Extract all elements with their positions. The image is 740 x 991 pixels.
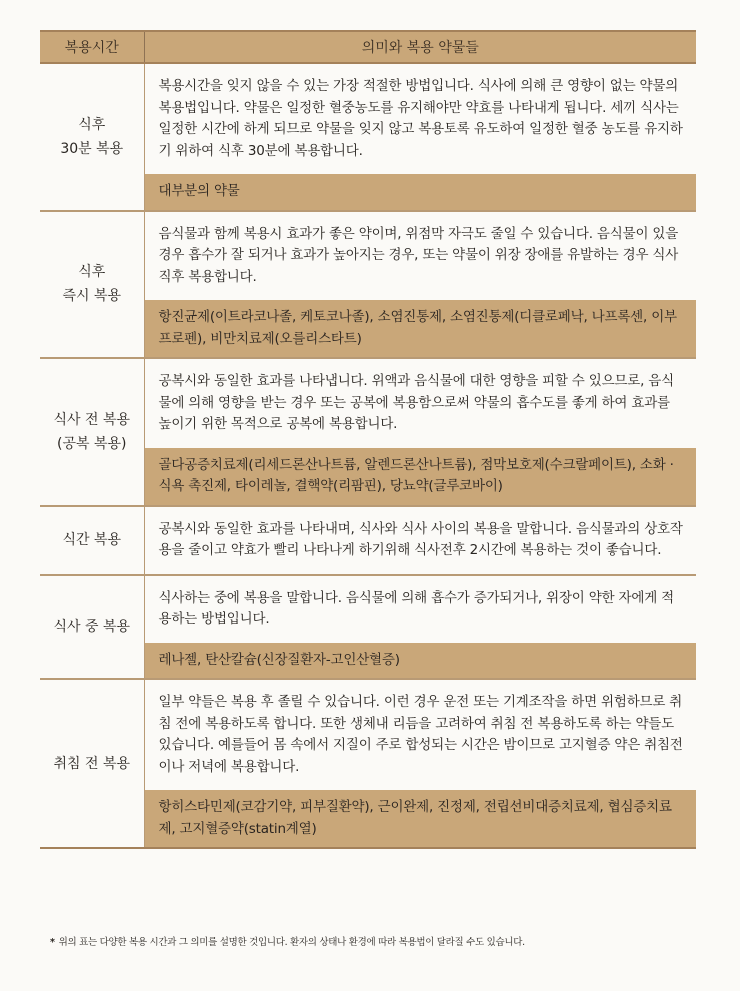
drug-list: 대부분의 약물 (145, 174, 697, 210)
footnote-text: 위의 표는 다양한 복용 시간과 그 의미를 설명한 것입니다. 환자의 상태나 환경에 따라 복용법이 달라질 수도 있습니다. (58, 937, 525, 948)
footnote-marker: * (50, 937, 55, 948)
header-timing: 복용시간 (40, 31, 144, 63)
timing-label-line1: 식후 (78, 116, 106, 133)
timing-label-line1: 취침 전 복용 (53, 755, 131, 772)
timing-cell (40, 575, 144, 680)
drug-cell (144, 174, 696, 211)
drug-list: 항진균제(이트라코나졸, 케토코나졸), 소염진통제, 소염진통제(디클로페낙, 나프록센, 이부프로펜), 비만치료제(오를리스타트) (145, 300, 697, 357)
description-text: 일부 약들은 복용 후 졸릴 수 있습니다. 이런 경우 운전 또는 기계조작을 하면 위험하므로 취침 전에 복용하도록 합니다. 또한 생체내 리듬을 고려하여 취침 전 복용하도록 하는 약들도 있습니다. 예를들어 몸 속에서 지질이 주로 합성되는 시간은 밤이므로 고지혈증 약은 취침전이나 저녁에 복용합니다. (158, 694, 683, 775)
description-text: 음식물과 함께 복용시 효과가 좋은 약이며, 위점막 자극도 줄일 수 있습니다. 음식물이 있을 경우 흡수가 잘 되거나 효과가 높아지는 경우, 또는 약물이 위장 장애를 유발하는 경우 식사 직후 복용합니다. (158, 225, 679, 285)
drug-cell (144, 643, 696, 680)
drug-list: 항히스타민제(코감기약, 피부질환약), 근이완제, 진정제, 전립선비대증치료제, 협심증치료제, 고지혈증약(statin계열) (145, 790, 697, 847)
description-cell (144, 679, 696, 790)
drug-list: 골다공증치료제(리세드론산나트륨, 알렌드론산나트륨), 점막보호제(수크랄페이트), 소화 · 식욕 촉진제, 타이레놀, 결핵약(리팜핀), 당뇨약(글루코바이) (145, 448, 697, 505)
timing-label-line1: 식사 전 복용 (53, 411, 131, 428)
drug-list: 레나젤, 탄산칼슘(신장질환자-고인산혈증) (145, 643, 697, 679)
table-row (40, 358, 696, 448)
description-cell (144, 358, 696, 448)
table-row (40, 63, 696, 174)
timing-cell (40, 358, 144, 506)
description-cell (144, 575, 696, 643)
footnote (50, 934, 525, 948)
description-text: 공복시와 동일한 효과를 나타냅니다. 위액과 음식물에 대한 영향을 피할 수 있으므로, 음식물에 의해 영향을 받는 경우 또는 공복에 복용함으로써 약물의 흡수도를 좋게 하여 효과를 높이기 위한 목적으로 공복에 복용합니다. (158, 373, 674, 432)
timing-label-line2: (공복 복용) (57, 435, 127, 452)
table-header-row (40, 31, 696, 63)
description-cell (144, 211, 696, 301)
table-row (40, 506, 696, 575)
timing-cell (40, 679, 144, 848)
medication-timing-table (40, 30, 696, 849)
description-text: 식사하는 중에 복용을 말합니다. 음식물에 의해 흡수가 증가되거나, 위장이 약한 자에게 적용하는 방법입니다. (158, 589, 674, 627)
timing-label-line2: 즉시 복용 (62, 288, 122, 305)
drug-cell (144, 790, 696, 848)
description-cell (144, 506, 696, 575)
timing-label-line1: 식후 (78, 264, 106, 281)
table-row (40, 575, 696, 643)
description-text: 공복시와 동일한 효과를 나타내며, 식사와 식사 사이의 복용을 말합니다. 음식물과의 상호작용을 줄이고 약효가 빨리 나타나게 하기위해 식사전후 2시간에 복용하는 것이 좋습니다. (158, 520, 683, 558)
description-text: 복용시간을 잊지 않을 수 있는 가장 적절한 방법입니다. 식사에 의해 큰 영향이 없는 약물의 복용법입니다. 약물은 일정한 혈중농도를 유지해야만 약효를 나타내게 됩니다. 세끼 식사는 일정한 시간에 하게 되므로 약물을 잊지 않고 복용토록 유도하여 일정한 혈중 농도를 유지하기 위하여 식후 30분에 복용합니다. (158, 78, 683, 159)
drug-cell (144, 448, 696, 506)
timing-label-line1: 식사 중 복용 (53, 618, 131, 635)
timing-cell (40, 211, 144, 359)
timing-cell (40, 63, 144, 211)
timing-cell (40, 506, 144, 575)
timing-label-line2: 30분 복용 (60, 140, 124, 157)
header-meaning: 의미와 복용 약물들 (144, 31, 696, 63)
timing-label-line1: 식간 복용 (62, 532, 122, 548)
drug-cell (144, 300, 696, 358)
table-row (40, 211, 696, 301)
description-cell (144, 63, 696, 174)
table-row (40, 679, 696, 790)
medication-timing-table-container (40, 30, 696, 849)
